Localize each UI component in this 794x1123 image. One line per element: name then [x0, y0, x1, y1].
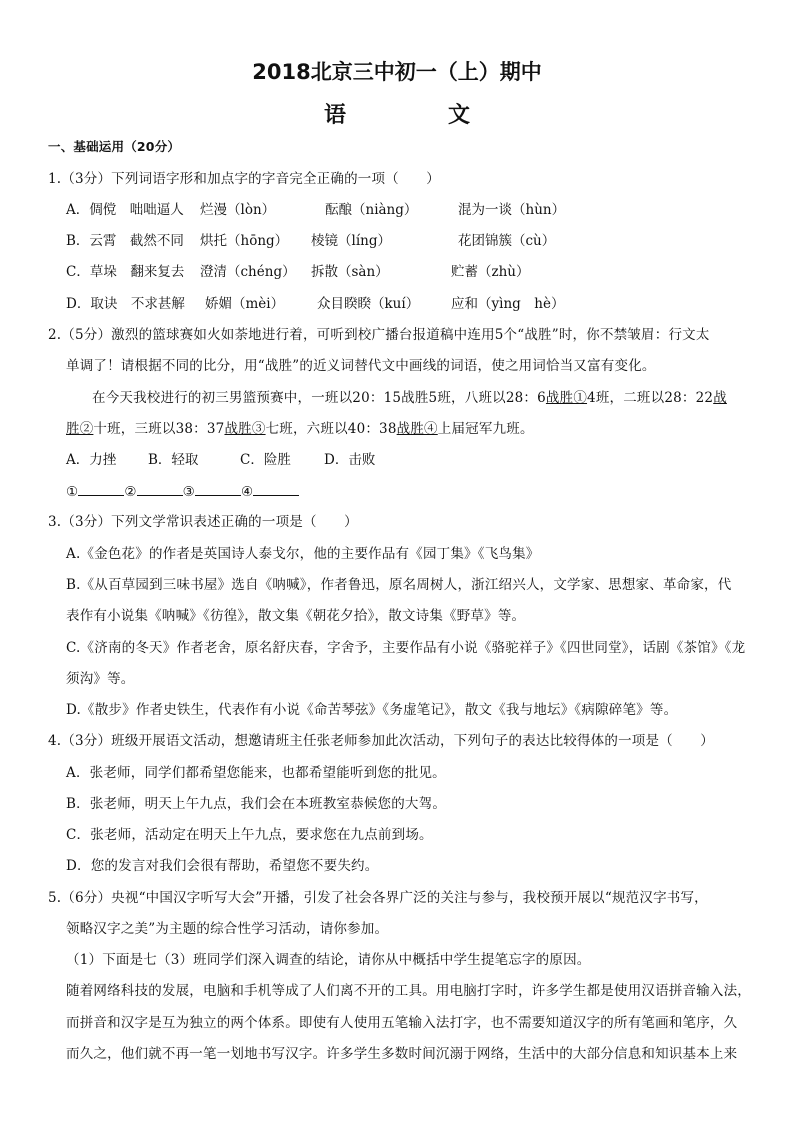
- q1-option-c-item1: 澄清（chéng）: [200, 264, 296, 280]
- q1-option-d-item1: 娇媚（mèi）: [205, 296, 285, 312]
- q4-option-b: B．张老师，明天上午九点，我们会在本班教室恭候您的大驾。: [66, 796, 447, 812]
- q1-option-c-words: C．草垛 翻来复去: [66, 264, 185, 280]
- answer-blank-3[interactable]: [195, 483, 241, 496]
- q1-option-d-item3: 应和（yìng hè）: [451, 296, 565, 312]
- q3-option-a: A.《金色花》的作者是英国诗人泰戈尔，他的主要作品有《园丁集》《飞鸟集》: [66, 546, 540, 562]
- q5-material-line1: 随着网络科技的发展，电脑和手机等成了人们离不开的工具。用电脑打字时，许多学生都是使用汉语拼音输入法，: [66, 983, 751, 999]
- q2-option-c: C．险胜: [240, 452, 291, 468]
- q5-material-line2: 而拼音和汉字是互为独立的两个体系。即使有人使用五笔输入法打字，也不需要知道汉字的所有笔画和笔序，久: [66, 1015, 738, 1031]
- question-5-stem: 5.（6分）央视“中国汉字听写大会”开播，引发了社会各界广泛的关注与参与，我校预开展以“规范汉字书写，: [48, 890, 708, 906]
- q3-option-d: D.《散步》作者史铁生，代表作有小说《命苦琴弦》《务虚笔记》，散文《我与地坛》《病隙碎笔》等。: [66, 702, 678, 718]
- q1-option-b-item1: 烘托（hōng）: [200, 233, 289, 249]
- q5-subquestion-1: （1）下面是七（3）班同学们深入调查的结论，请你从中概括中学生提笔忘字的原因。: [66, 952, 591, 968]
- q1-option-b-item2: 棱镜（líng）: [311, 233, 391, 249]
- q1-option-d-item2: 众目睽睽（kuí）: [317, 296, 420, 312]
- q4-option-c: C．张老师，活动定在明天上午九点，要求您在九点前到场。: [66, 827, 433, 843]
- q1-option-a-words: A．倜傥 咄咄逼人: [66, 202, 184, 218]
- q3-option-b: B.《从百草园到三味书屋》选自《呐喊》，作者鲁迅，原名周树人，浙江绍兴人，文学家、思想家、革命家，代: [66, 577, 732, 593]
- question-1-stem: 1.（3分）下列词语字形和加点字的字音完全正确的一项（ ）: [48, 171, 440, 187]
- q3-option-c: C.《济南的冬天》作者老舍，原名舒庆春，字舍予，主要作品有小说《骆驼祥子》《四世同堂》，话剧《茶馆》《龙: [66, 640, 746, 656]
- question-2-answer-blanks: ① ② ③ ④: [66, 483, 299, 501]
- q3-option-b-cont: 表作有小说集《呐喊》《彷徨》，散文集《朝花夕拾》，散文诗集《野草》等。: [66, 608, 526, 624]
- question-2-passage-line1: 在今天我校进行的初三男篮预赛中，一班以20：15战胜5班，八班以28：6战胜①4班，二班以28：22战: [92, 390, 727, 406]
- q1-option-a-item3: 混为一谈（hùn）: [458, 202, 566, 218]
- q1-option-c-item2: 拆散（sàn）: [311, 264, 389, 280]
- section-heading: 一、基础运用（20分）: [48, 139, 181, 154]
- q4-option-d: D．您的发言对我们会很有帮助，希望您不要失约。: [66, 858, 379, 874]
- underlined-word-1: 战胜①: [545, 390, 588, 406]
- q2-option-b: B．轻取: [148, 452, 199, 468]
- underlined-word-2b: 胜②: [66, 421, 94, 437]
- subject-title: 语 文: [323, 103, 510, 128]
- q1-option-d-words: D．取诀 不求甚解: [66, 296, 185, 312]
- answer-blank-2[interactable]: [137, 483, 183, 496]
- question-3-stem: 3.（3分）下列文学常识表述正确的一项是（ ）: [48, 514, 358, 530]
- q1-option-a-item1: 烂漫（lòn）: [200, 202, 276, 218]
- answer-blank-4[interactable]: [253, 483, 299, 496]
- q1-option-b-item3: 花团锦簇（cù）: [458, 233, 556, 249]
- q2-option-a: A．力挫: [66, 452, 117, 468]
- question-2-stem-cont: 单调了！请根据不同的比分，用“战胜”的近义词替代文中画线的词语，使之用词恰当又富有变化。: [66, 358, 656, 374]
- q1-option-b-words: B．云霄 截然不同: [66, 233, 184, 249]
- q2-option-d: D．击败: [324, 452, 376, 468]
- underlined-word-2a: 战: [713, 390, 727, 406]
- question-4-stem: 4.（3分）班级开展语文活动，想邀请班主任张老师参加此次活动，下列句子的表达比较得体的一项是（ ）: [48, 733, 714, 749]
- underlined-word-3: 战胜③: [224, 421, 266, 437]
- q5-material-line3: 而久之，他们就不再一笔一划地书写汉字。许多学生多数时间沉溺于网络，生活中的大部分信息和知识基本上来: [66, 1046, 738, 1062]
- q3-option-c-cont: 须沟》等。: [66, 671, 135, 687]
- question-5-stem-cont: 领略汉字之美”为主题的综合性学习活动，请你参加。: [66, 921, 389, 937]
- q1-option-c-item3: 贮蓄（zhù）: [451, 264, 530, 280]
- answer-blank-1[interactable]: [78, 483, 124, 496]
- q1-option-a-item2: 酝酿（niàng）: [325, 202, 418, 218]
- underlined-word-4: 战胜④: [396, 421, 438, 437]
- question-2-stem: 2.（5分）激烈的篮球赛如火如荼地进行着，可听到校广播台报道稿中连用5个“战胜”时，你不禁皱眉：行文太: [48, 327, 710, 343]
- document-title: 2018北京三中初一（上）期中: [252, 60, 542, 84]
- q4-option-a: A．张老师，同学们都希望您能来，也都希望能听到您的批见。: [66, 765, 446, 781]
- question-2-passage-line2: 胜②十班，三班以38：37战胜③七班，六班以40：38战胜④上届冠军九班。: [66, 421, 534, 437]
